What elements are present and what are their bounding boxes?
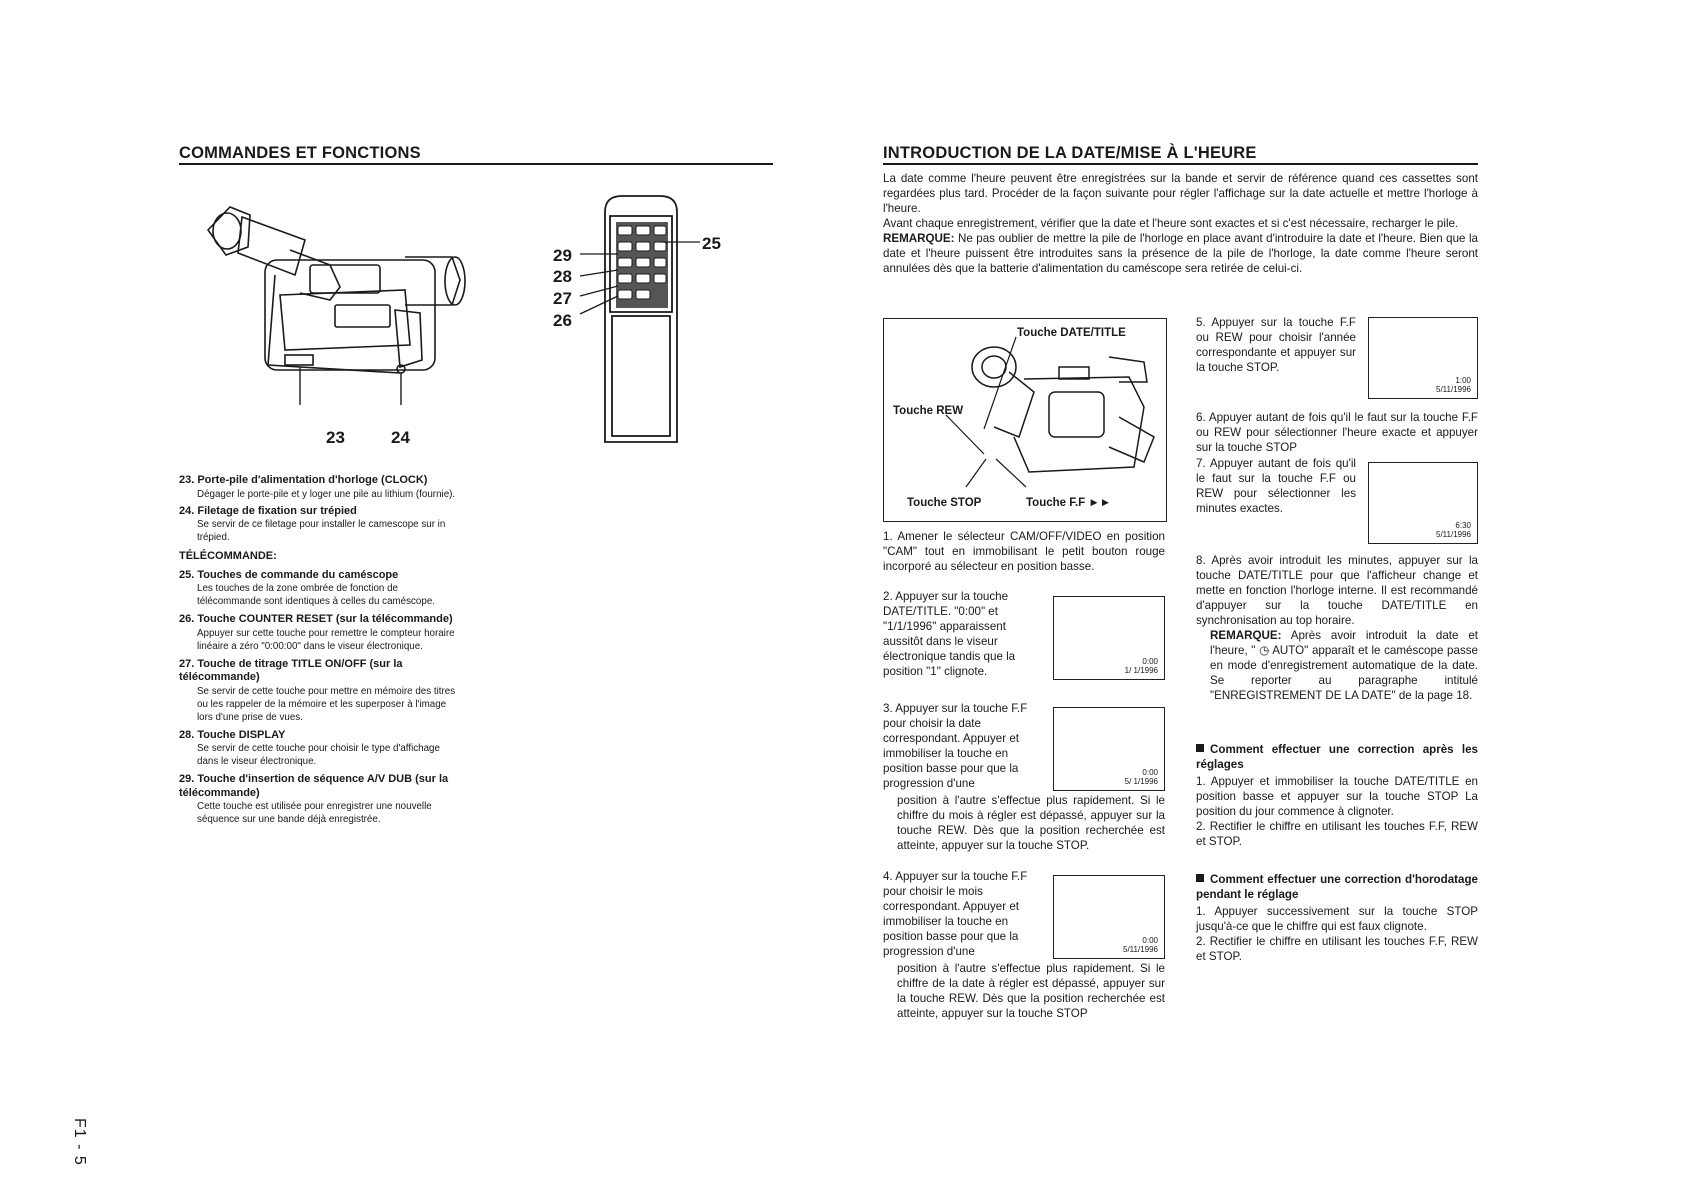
item-body: Se servir de cette touche pour choisir le type d'affichage dans le viseur électronique. bbox=[197, 743, 440, 767]
display-readout: 0:00 5/ 1/1996 bbox=[1124, 768, 1158, 786]
bullet-square-icon bbox=[1196, 744, 1204, 752]
correction-title-text: Comment effectuer une correction après les réglages bbox=[1196, 743, 1478, 771]
left-section-title: COMMANDES ET FONCTIONS bbox=[179, 144, 421, 162]
left-heading-rule bbox=[179, 163, 773, 165]
item-24 bbox=[179, 505, 461, 545]
step-5: 5. Appuyer sur la touche F.F ou REW pour choisir l'année correspondante et appuyer sur la touche STOP. bbox=[1196, 316, 1356, 374]
callout-23: 23 bbox=[326, 428, 345, 447]
intro-paragraph: Avant chaque enregistrement, vérifier que la date et l'heure sont exactes et si c'est nécessaire, recharger le pile. bbox=[883, 217, 1459, 230]
label-stop: Touche STOP bbox=[907, 497, 982, 509]
step-8-block bbox=[1196, 553, 1478, 703]
label-ff: Touche F.F ►► bbox=[1026, 497, 1112, 509]
correction-step: 2. Rectifier le chiffre en utilisant les touches F.F, REW et STOP. bbox=[1196, 935, 1478, 963]
item-27 bbox=[179, 658, 461, 724]
step-1: 1. Amener le sélecteur CAM/OFF/VIDEO en position "CAM" tout en immobilisant le petit bouton rouge incorporé au sélecteur en position basse. bbox=[883, 530, 1165, 573]
item-title: 24. Filetage de fixation sur trépied bbox=[179, 504, 357, 517]
step-8: 8. Après avoir introduit les minutes, appuyer sur la touche DATE/TITLE pour que l'afficheur change et mette en fonction l'horloge interne. Il est recommandé d'appuyer sur la touche DATE/TITLE en synchronisation au top horaire. bbox=[1196, 554, 1478, 627]
correction-step: 2. Rectifier le chiffre en utilisant les touches F.F, REW et STOP. bbox=[1196, 820, 1478, 848]
viewfinder-display-7 bbox=[1368, 462, 1478, 544]
remark-label: REMARQUE: bbox=[1210, 629, 1282, 642]
display-readout: 0:00 1/ 1/1996 bbox=[1124, 657, 1158, 675]
item-title: 23. Porte-pile d'alimentation d'horloge (CLOCK) bbox=[179, 474, 428, 486]
figure-leader-lines bbox=[884, 319, 1166, 521]
remote-control-illustration bbox=[560, 192, 720, 447]
step-2: 2. Appuyer sur la touche DATE/TITLE. "0:00" et "1/1/1996" apparaissent aussitôt dans le viseur électronique tandis que la position "1" clignote. bbox=[883, 590, 1016, 678]
left-item-list bbox=[179, 474, 461, 826]
bullet-square-icon bbox=[1196, 874, 1204, 882]
item-25 bbox=[179, 569, 461, 609]
correction-title bbox=[1196, 742, 1478, 772]
camcorder-figure bbox=[883, 318, 1167, 522]
step-4b: position à l'autre s'effectue plus rapidement. Si le chiffre de la date à régler est dépassé, appuyer sur la touche REW. Dès que la position recherchée est atteinte, appuyer sur la touche STOP bbox=[897, 962, 1165, 1020]
step-3a: 3. Appuyer sur la touche F.F pour choisir la date correspondant. Appuyer et immobiliser la touche en position basse pour que la progression d'une bbox=[883, 702, 1028, 790]
item-28 bbox=[179, 729, 461, 769]
remark-label: REMARQUE: bbox=[883, 232, 955, 245]
display-readout: 1:00 5/11/1996 bbox=[1436, 376, 1471, 394]
callout-26: 26 bbox=[553, 311, 572, 330]
step-3b: position à l'autre s'effectue plus rapidement. Si le chiffre du mois à régler est dépassé, appuyer sur la touche REW. Dès que la position recherchée est atteinte, appuyer sur la touche STOP. bbox=[897, 794, 1165, 852]
item-title: 29. Touche d'insertion de séquence A/V DUB (sur la télécommande) bbox=[179, 773, 449, 799]
correction-title bbox=[1196, 872, 1478, 902]
step-8-remark bbox=[1196, 628, 1478, 703]
right-section-title: INTRODUCTION DE LA DATE/MISE À L'HEURE bbox=[883, 144, 1257, 162]
item-body: Se servir de cette touche pour mettre en mémoire des titres ou les rappeler de la mémoire et les superposer à l'image lors d'une prise de vues. bbox=[197, 685, 456, 723]
item-body: Se servir de ce filetage pour installer le camescope sur in trépied. bbox=[197, 519, 446, 543]
item-body: Cette touche est utilisée pour enregistrer une nouvelle séquence sur une bande déjà enregistrée. bbox=[197, 801, 432, 825]
correction-step: 1. Appuyer successivement sur la touche STOP jusqu'à-ce que le chiffre qui est faux clignote. bbox=[1196, 905, 1478, 933]
item-23 bbox=[179, 474, 461, 501]
step-7: 7. Appuyer autant de fois qu'il le faut sur la touche F.F ou REW pour sélectionner les minutes exactes. bbox=[1196, 457, 1356, 515]
remark-text: Ne pas oublier de mettre la pile de l'horloge en place avant d'introduire la date et l'heure. Bien que la date et l'heure puissent être introduites sans la présence de la pile de l'horloge, la date comme l'heure seront annulées dès que la batterie d'alimentation du caméscope sera retirée de celui-ci. bbox=[883, 232, 1478, 275]
item-title: 26. Touche COUNTER RESET (sur la télécommande) bbox=[179, 613, 453, 625]
item-26 bbox=[179, 613, 461, 653]
callout-24: 24 bbox=[391, 428, 410, 447]
label-rew: Touche REW bbox=[893, 405, 964, 417]
viewfinder-display-4 bbox=[1053, 875, 1165, 959]
correction-step: 1. Appuyer et immobiliser la touche DATE/TITLE en position basse et appuyer sur la touche STOP La position du jour commence à clignoter. bbox=[1196, 775, 1478, 818]
callout-28: 28 bbox=[553, 267, 572, 286]
remark-text: Après avoir introduit la date et l'heure, " ◷ AUTO" apparaît et le caméscope passe en mode d'enregistrement automatique de la date. Se reporter au paragraphe intitulé "ENREGISTREMENT DE LA DATE" de la page 18. bbox=[1210, 629, 1478, 702]
item-body: Dégager le porte-pile et y loger une pile au lithium (fournie). bbox=[197, 488, 456, 500]
callout-27: 27 bbox=[553, 289, 572, 308]
intro-block bbox=[883, 171, 1478, 276]
display-readout: 0:00 5/11/1996 bbox=[1123, 936, 1158, 954]
item-title: 25. Touches de commande du caméscope bbox=[179, 568, 399, 581]
callout-25: 25 bbox=[702, 234, 721, 253]
correction-section-1 bbox=[1196, 742, 1478, 849]
item-title: 27. Touche de titrage TITLE ON/OFF (sur la télécommande) bbox=[179, 657, 403, 683]
item-title: 28. Touche DISPLAY bbox=[179, 728, 286, 741]
step-4a: 4. Appuyer sur la touche F.F pour choisir le mois correspondant. Appuyer et immobiliser la touche en position basse pour que la progression d'une bbox=[883, 870, 1028, 958]
viewfinder-display-2 bbox=[1053, 596, 1165, 680]
item-body: Les touches de la zone ombrée de fonction de télécommande sont identiques à celles du caméscope. bbox=[197, 583, 435, 607]
label-date-title: Touche DATE/TITLE bbox=[1017, 327, 1126, 339]
item-body: Appuyer sur cette touche pour remettre le compteur horaire linéaire a zéro "0:00:00" dans le viseur électronique. bbox=[197, 627, 455, 652]
correction-title-text: Comment effectuer une correction d'horodatage pendant le réglage bbox=[1196, 873, 1478, 901]
intro-paragraph: La date comme l'heure peuvent être enregistrées sur la bande et servir de référence quand ces cassettes sont regardées plus tard. Procéder de la façon suivante pour régler l'affichage sur la date actuelle et mettre l'horloge à l'heure. bbox=[883, 172, 1478, 215]
viewfinder-display-3 bbox=[1053, 707, 1165, 791]
right-heading-rule bbox=[883, 163, 1478, 165]
callout-29: 29 bbox=[553, 246, 572, 265]
correction-section-2 bbox=[1196, 872, 1478, 964]
display-readout: 6:30 5/11/1996 bbox=[1436, 521, 1471, 539]
remote-subheading: TÉLÉCOMMANDE: bbox=[179, 550, 277, 562]
item-29 bbox=[179, 773, 461, 826]
step-6: 6. Appuyer autant de fois qu'il le faut sur la touche F.F ou REW pour sélectionner l'heure exacte et appuyer sur la touche STOP bbox=[1196, 411, 1478, 454]
page-number: F1 - 5 bbox=[71, 1118, 88, 1166]
viewfinder-display-5 bbox=[1368, 317, 1478, 399]
camcorder-illustration bbox=[190, 195, 490, 420]
remark-paragraph bbox=[883, 231, 1478, 276]
